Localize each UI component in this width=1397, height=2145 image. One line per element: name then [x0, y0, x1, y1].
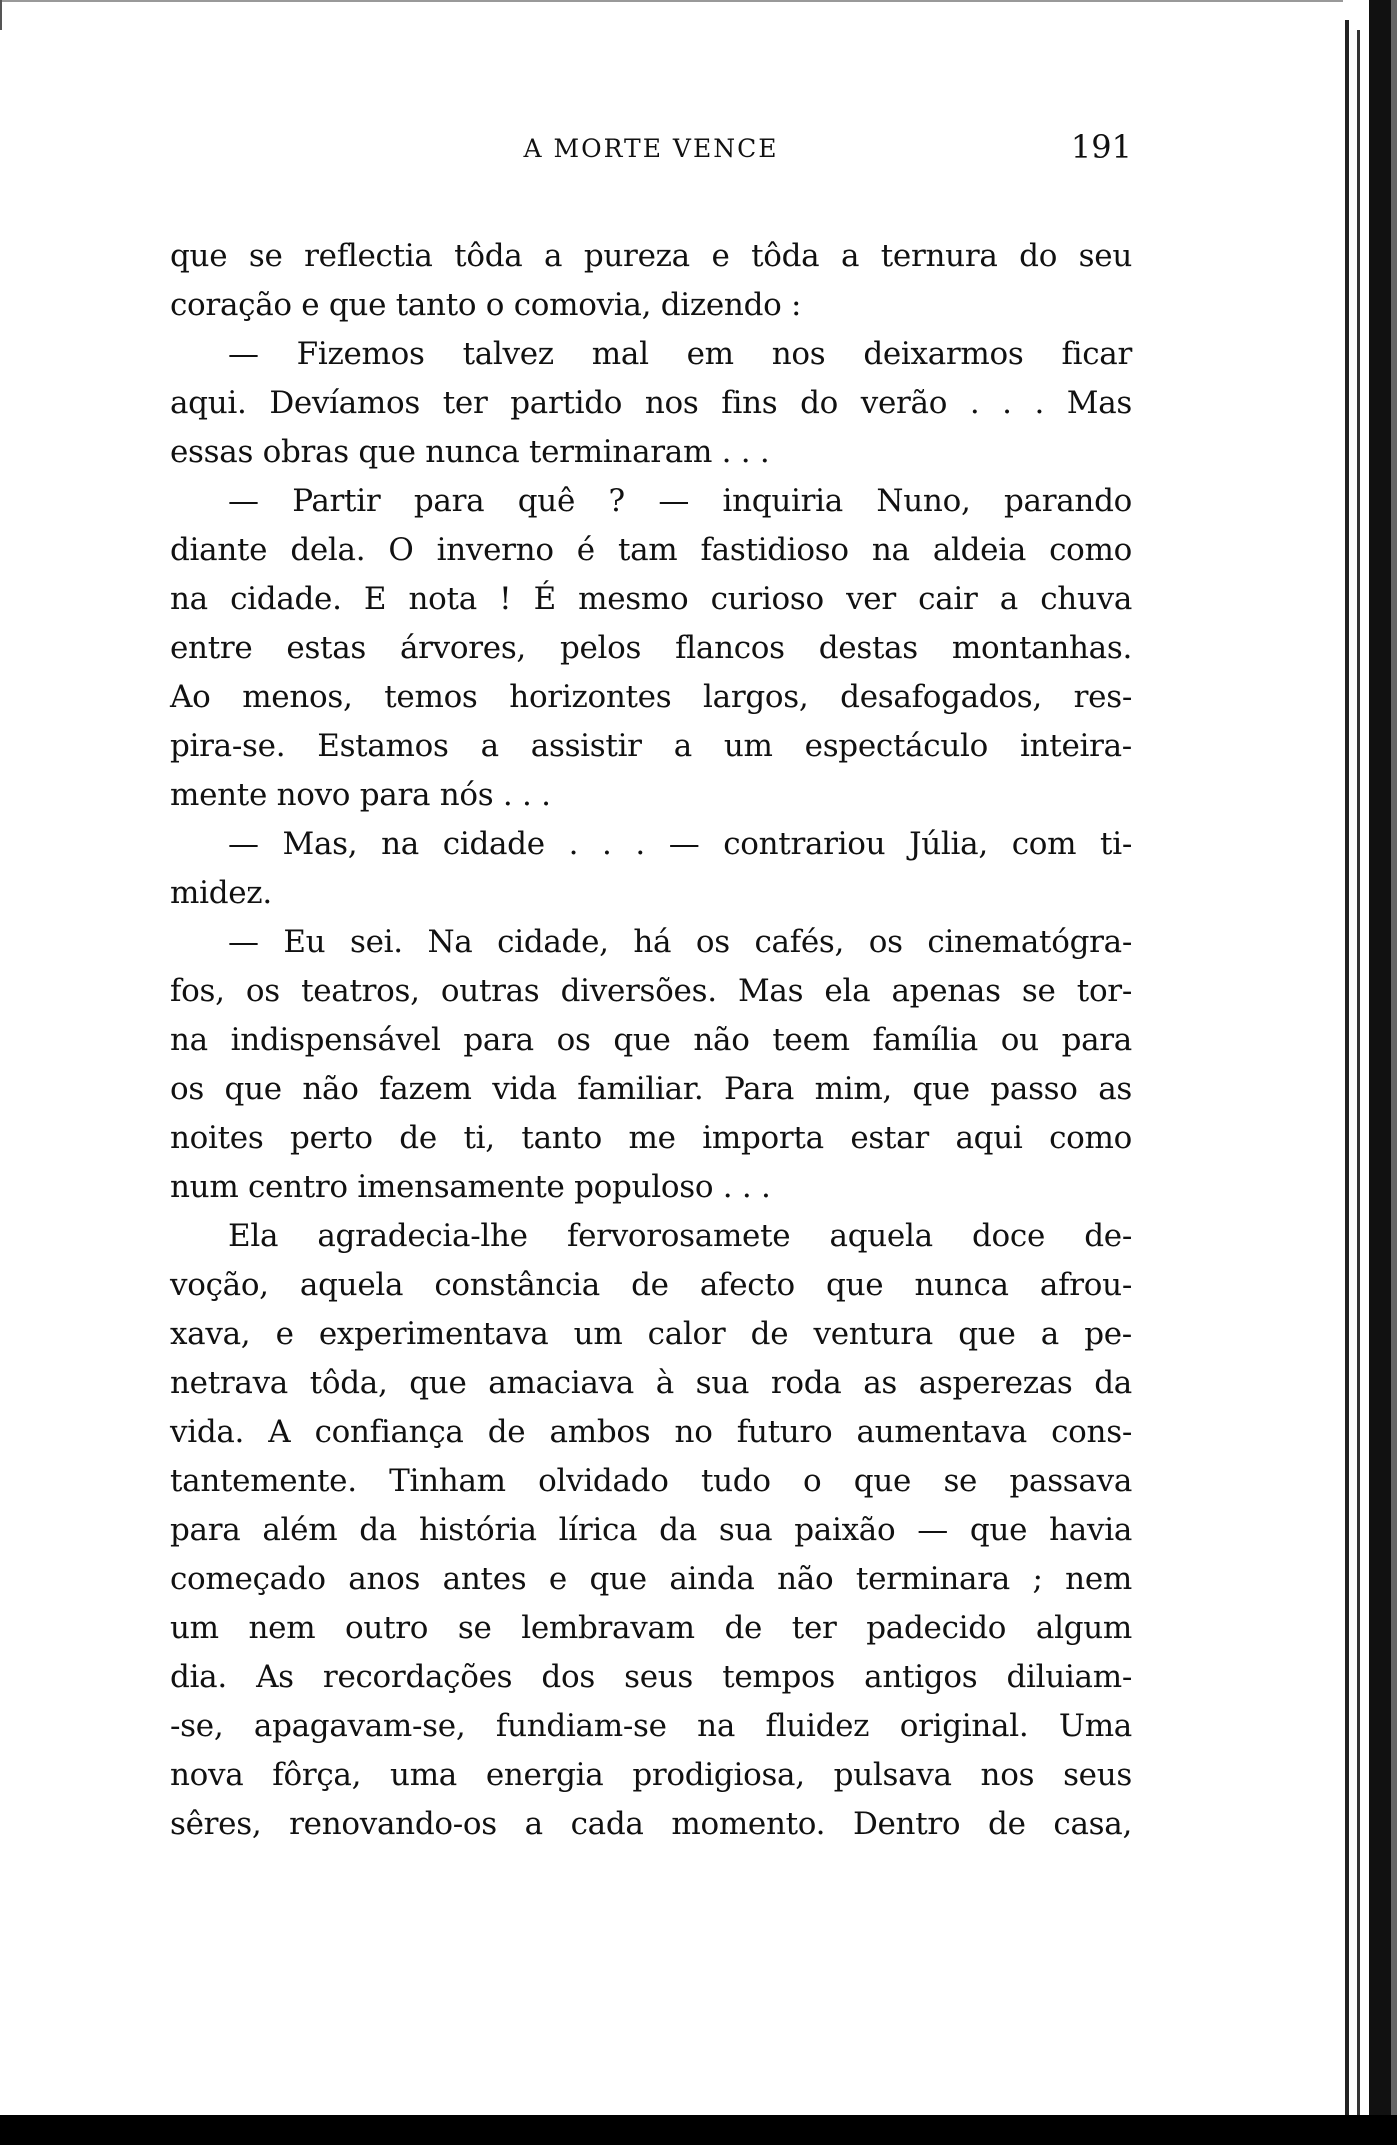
page-header: [170, 128, 1132, 168]
scan-left-edge: [0, 0, 2, 30]
text-line: coração e que tanto o comovia, dizendo :: [170, 287, 802, 323]
scan-top-edge: [0, 0, 1397, 2]
text-line: -se, apagavam-se, fundiam-se na fluidez original. Uma: [170, 1708, 1132, 1744]
text-line: vida. A confiança de ambos no futuro aumentava cons-: [170, 1414, 1132, 1450]
text-line: — Mas, na cidade . . . — contrariou Júlia, com ti-: [228, 826, 1132, 862]
binding-line: [1345, 20, 1349, 2115]
text-line: dia. As recordações dos seus tempos antigos diluiam-: [170, 1659, 1132, 1695]
text-line: um nem outro se lembravam de ter padecido algum: [170, 1610, 1132, 1646]
text-line: Ao menos, temos horizontes largos, desafogados, res-: [170, 679, 1132, 715]
text-line: começado anos antes e que ainda não terminara ; nem: [170, 1561, 1132, 1597]
text-line: xava, e experimentava um calor de ventura que a pe-: [170, 1316, 1132, 1352]
text-line: tantemente. Tinham olvidado tudo o que se passava: [170, 1463, 1132, 1499]
binding-band: [1369, 0, 1391, 2145]
text-line: que se reflectia tôda a pureza e tôda a ternura do seu: [170, 238, 1132, 274]
text-line: nova fôrça, uma energia prodigiosa, pulsava nos seus: [170, 1757, 1132, 1793]
text-line: sêres, renovando-os a cada momento. Dentro de casa,: [170, 1806, 1132, 1842]
text-line: na indispensável para os que não teem família ou para: [170, 1022, 1132, 1058]
text-line: aqui. Devíamos ter partido nos fins do verão . . . Mas: [170, 385, 1132, 421]
text-line: mente novo para nós . . .: [170, 777, 551, 813]
text-line: Ela agradecia-lhe fervorosamete aquela doce de-: [228, 1218, 1132, 1254]
body-text: [170, 232, 1132, 1849]
text-line: os que não fazem vida familiar. Para mim, que passo as: [170, 1071, 1132, 1107]
text-line: noites perto de ti, tanto me importa estar aqui como: [170, 1120, 1132, 1156]
text-line: midez.: [170, 875, 272, 911]
text-line: netrava tôda, que amaciava à sua roda as asperezas da: [170, 1365, 1132, 1401]
scan-bottom-edge: [0, 2115, 1397, 2145]
binding-line: [1357, 30, 1360, 2115]
text-line: — Fizemos talvez mal em nos deixarmos ficar: [228, 336, 1132, 372]
text-line: — Eu sei. Na cidade, há os cafés, os cinematógra-: [228, 924, 1132, 960]
text-line: para além da história lírica da sua paixão — que havia: [170, 1512, 1132, 1548]
text-line: voção, aquela constância de afecto que nunca afrou-: [170, 1267, 1132, 1303]
book-binding-edge: [1343, 0, 1397, 2145]
binding-band: [1391, 0, 1397, 2145]
text-line: diante dela. O inverno é tam fastidioso na aldeia como: [170, 532, 1132, 568]
text-line: na cidade. E nota ! É mesmo curioso ver cair a chuva: [170, 581, 1132, 617]
text-line: essas obras que nunca terminaram . . .: [170, 434, 770, 470]
text-line: fos, os teatros, outras diversões. Mas ela apenas se tor-: [170, 973, 1132, 1009]
running-title: A MORTE VENCE: [523, 134, 779, 163]
text-line: entre estas árvores, pelos flancos destas montanhas.: [170, 630, 1132, 666]
page-number: 191: [1070, 128, 1132, 166]
text-line: num centro imensamente populoso . . .: [170, 1169, 771, 1205]
text-line: — Partir para quê ? — inquiria Nuno, parando: [228, 483, 1132, 519]
text-line: pira-se. Estamos a assistir a um espectáculo inteira-: [170, 728, 1132, 764]
